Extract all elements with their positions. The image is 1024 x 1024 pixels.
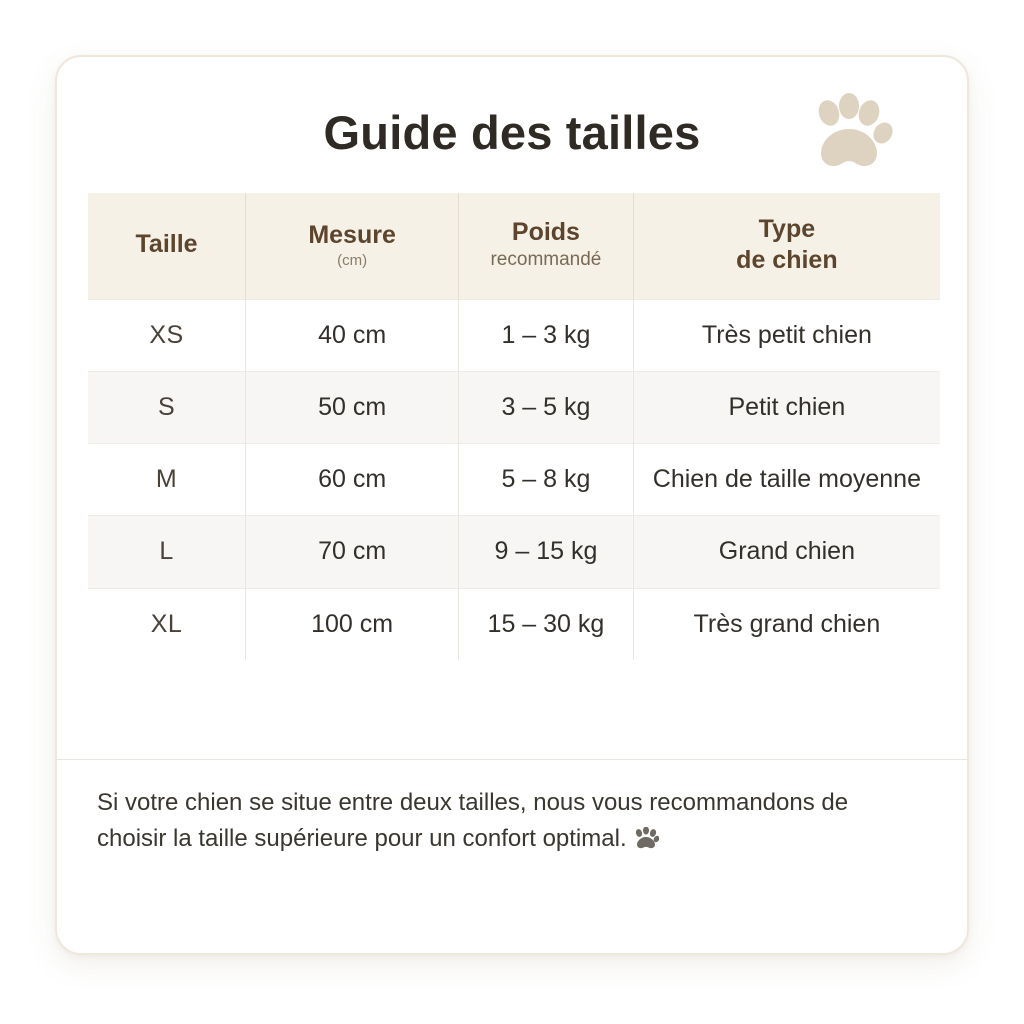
paw-print-icon [633,824,659,846]
table-row [88,371,940,443]
cell-measure: 50 cm [246,371,459,443]
cell-size: M [88,444,246,516]
recommendation-note-text: Si votre chien se situe entre deux tailles, nous vous recommandons de choisir la taille supérieure pour un confort optimal. [97,789,849,852]
table-header-row [88,193,940,299]
size-guide-card [55,55,969,955]
cell-type: Très petit chien [633,299,940,371]
table-row [88,516,940,588]
size-table-container [88,193,940,660]
column-header-poids-label: Poids [511,218,580,247]
cell-weight: 15 – 30 kg [459,588,634,660]
column-header-mesure-unit: (cm) [337,251,368,269]
cell-size: XS [88,299,246,371]
cell-type: Très grand chien [633,588,940,660]
cell-weight: 3 – 5 kg [459,371,634,443]
divider [57,759,967,760]
table-row [88,444,940,516]
cell-measure: 100 cm [246,588,459,660]
cell-type: Grand chien [633,516,940,588]
cell-size: L [88,516,246,588]
table-row [88,299,940,371]
cell-size: XL [88,588,246,660]
size-table [88,193,940,660]
paw-print-icon [801,93,897,177]
column-header-poids-sub: recommandé [490,249,602,271]
column-header-mesure-label: Mesure [308,220,396,249]
cell-type: Chien de taille moyenne [633,444,940,516]
column-header-poids [459,193,634,299]
cell-measure: 60 cm [246,444,459,516]
table-row [88,588,940,660]
cell-weight: 9 – 15 kg [459,516,634,588]
column-header-type [633,193,940,299]
column-header-taille-label: Taille [135,230,198,259]
column-header-taille [88,193,246,299]
cell-size: S [88,371,246,443]
cell-measure: 40 cm [246,299,459,371]
page-title: Guide des tailles [323,106,701,159]
cell-weight: 1 – 3 kg [459,299,634,371]
table-body [88,299,940,660]
cell-weight: 5 – 8 kg [459,444,634,516]
recommendation-note [97,785,887,857]
cell-type: Petit chien [633,371,940,443]
table-header [88,193,940,299]
column-header-mesure [246,193,459,299]
column-header-type-sub: de chien [736,245,838,274]
column-header-type-label: Type [758,215,816,243]
cell-measure: 70 cm [246,516,459,588]
